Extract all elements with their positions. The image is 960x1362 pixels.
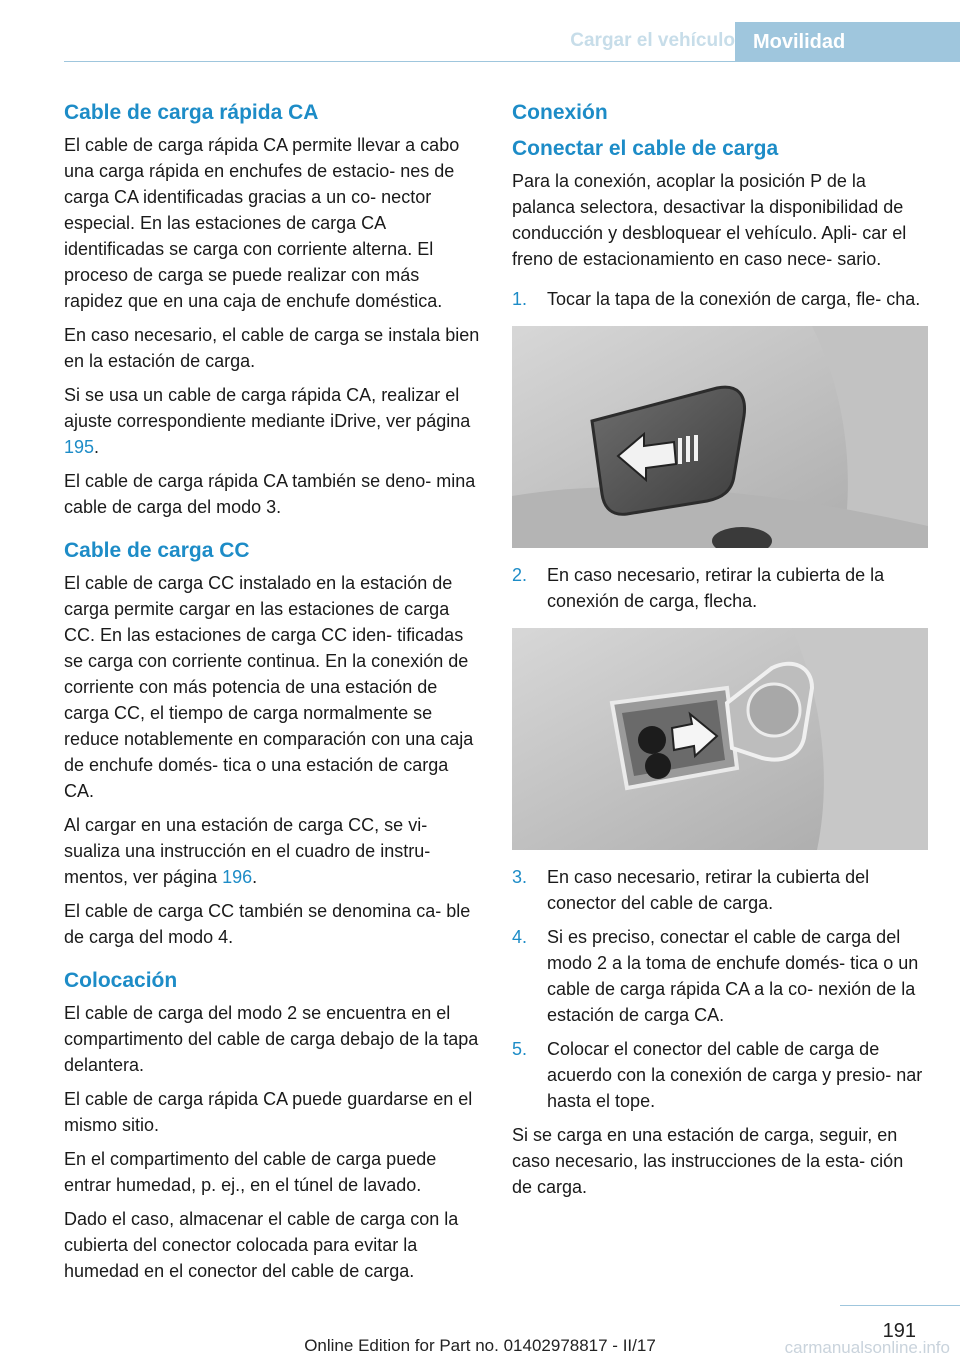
charging-flap-closed-illustration	[512, 326, 928, 548]
edition-footer: Online Edition for Part no. 01402978817 - II/17	[304, 1336, 656, 1355]
paragraph: El cable de carga rápida CA permite llevar a cabo una carga rápida en enchufes de estacio‐ nes de carga CA identificadas gracias a un co‐ nector especial. En las estaciones de carga CA identificadas se carga con corriente alterna. El proceso de carga se puede realizar con más rapidez que en una caja de enchufe doméstica.	[64, 135, 460, 311]
paragraph-text: Al cargar en una estación de carga CC, se vi‐ sualiza una instrucción en el cuadro de instru‐ mentos, ver página	[64, 815, 431, 887]
step-text: En caso necesario, retirar la cubierta del conector del cable de carga.	[547, 867, 870, 913]
header-chapter-tab: Movilidad	[735, 22, 960, 62]
paragraph: El cable de carga rápida CA puede guardarse en el mismo sitio.	[64, 1089, 473, 1135]
step-number: 4.	[512, 927, 528, 947]
paragraph-end: .	[94, 437, 100, 457]
step-item	[512, 1036, 928, 1114]
paragraph: Dado el caso, almacenar el cable de carga con la cubierta del conector colocada para evitar la humedad en el conector del cable de carga.	[64, 1209, 459, 1281]
step-item	[512, 286, 928, 312]
header-section-title: Cargar el vehículo	[570, 30, 735, 51]
step-text: Tocar la tapa de la conexión de carga, fle‐ cha.	[547, 289, 921, 309]
charging-port-open-illustration	[512, 628, 928, 850]
paragraph: En caso necesario, el cable de carga se instala bien en la estación de carga.	[64, 325, 480, 371]
left-column	[64, 100, 480, 1292]
paragraph-intro: Para la conexión, acoplar la posición P de la palanca selectora, desactivar la disponibilidad de conducción y desbloquear el vehículo. Apli‐ car el freno de estacionamiento en caso nece‐ sario.	[512, 171, 907, 269]
step-text: En caso necesario, retirar la cubierta de la conexión de carga, flecha.	[547, 565, 885, 611]
page-number: 191	[882, 1320, 916, 1342]
paragraph: En el compartimento del cable de carga puede entrar humedad, p. ej., en el túnel de lavado.	[64, 1149, 437, 1195]
step-number: 3.	[512, 867, 528, 887]
step-item	[512, 864, 928, 916]
paragraph: El cable de carga del modo 2 se encuentra en el compartimento del cable de carga debajo de la tapa delantera.	[64, 1003, 479, 1075]
footer-rule	[840, 1305, 960, 1306]
heading-dc-cable: Cable de carga CC	[64, 539, 250, 562]
paragraph-text: Si se usa un cable de carga rápida CA, realizar el ajuste correspondiente mediante iDrive, ver página	[64, 385, 471, 431]
paragraph-end: .	[252, 867, 258, 887]
page-link-196[interactable]: 196	[222, 867, 253, 887]
heading-connect-cable: Conectar el cable de carga	[512, 137, 779, 160]
heading-ac-fast-cable: Cable de carga rápida CA	[64, 101, 319, 124]
step-number: 5.	[512, 1039, 528, 1059]
heading-placement: Colocación	[64, 969, 178, 992]
header-rule	[64, 61, 960, 62]
paragraph-with-link	[64, 812, 480, 890]
step-number: 2.	[512, 565, 528, 585]
step-text: Colocar el conector del cable de carga de acuerdo con la conexión de carga y presio‐ nar hasta el tope.	[547, 1039, 923, 1111]
step-item	[512, 562, 928, 614]
right-column	[512, 100, 928, 1208]
page-header	[0, 0, 960, 62]
paragraph: El cable de carga rápida CA también se deno‐ mina cable de carga del modo 3.	[64, 471, 476, 517]
paragraph-with-link	[64, 382, 480, 460]
paragraph: El cable de carga CC instalado en la estación de carga permite cargar en las estaciones de carga CC. En las estaciones de carga CC iden‐ tificadas se carga con corriente continua. En la conexión de corriente con más potencia de una estación de carga CC, el tiempo de carga normalmente se reduce notablemente en comparación con una caja de enchufe domés‐ tica o una estación de carga CA.	[64, 573, 474, 801]
heading-connection: Conexión	[512, 101, 608, 124]
step-text: Si es preciso, conectar el cable de carga del modo 2 a la toma de enchufe domés‐ tica o un cable de carga rápida CA a la co‐ nexión de la estación de carga CA.	[547, 927, 919, 1025]
paragraph-outro: Si se carga en una estación de carga, seguir, en caso necesario, las instrucciones de la esta‐ ción de carga.	[512, 1125, 904, 1197]
paragraph: El cable de carga CC también se denomina ca‐ ble de carga del modo 4.	[64, 901, 471, 947]
watermark: carmanualsonline.info	[784, 1338, 950, 1357]
step-number: 1.	[512, 289, 528, 309]
step-item	[512, 924, 928, 1028]
page-link-195[interactable]: 195	[64, 437, 95, 457]
